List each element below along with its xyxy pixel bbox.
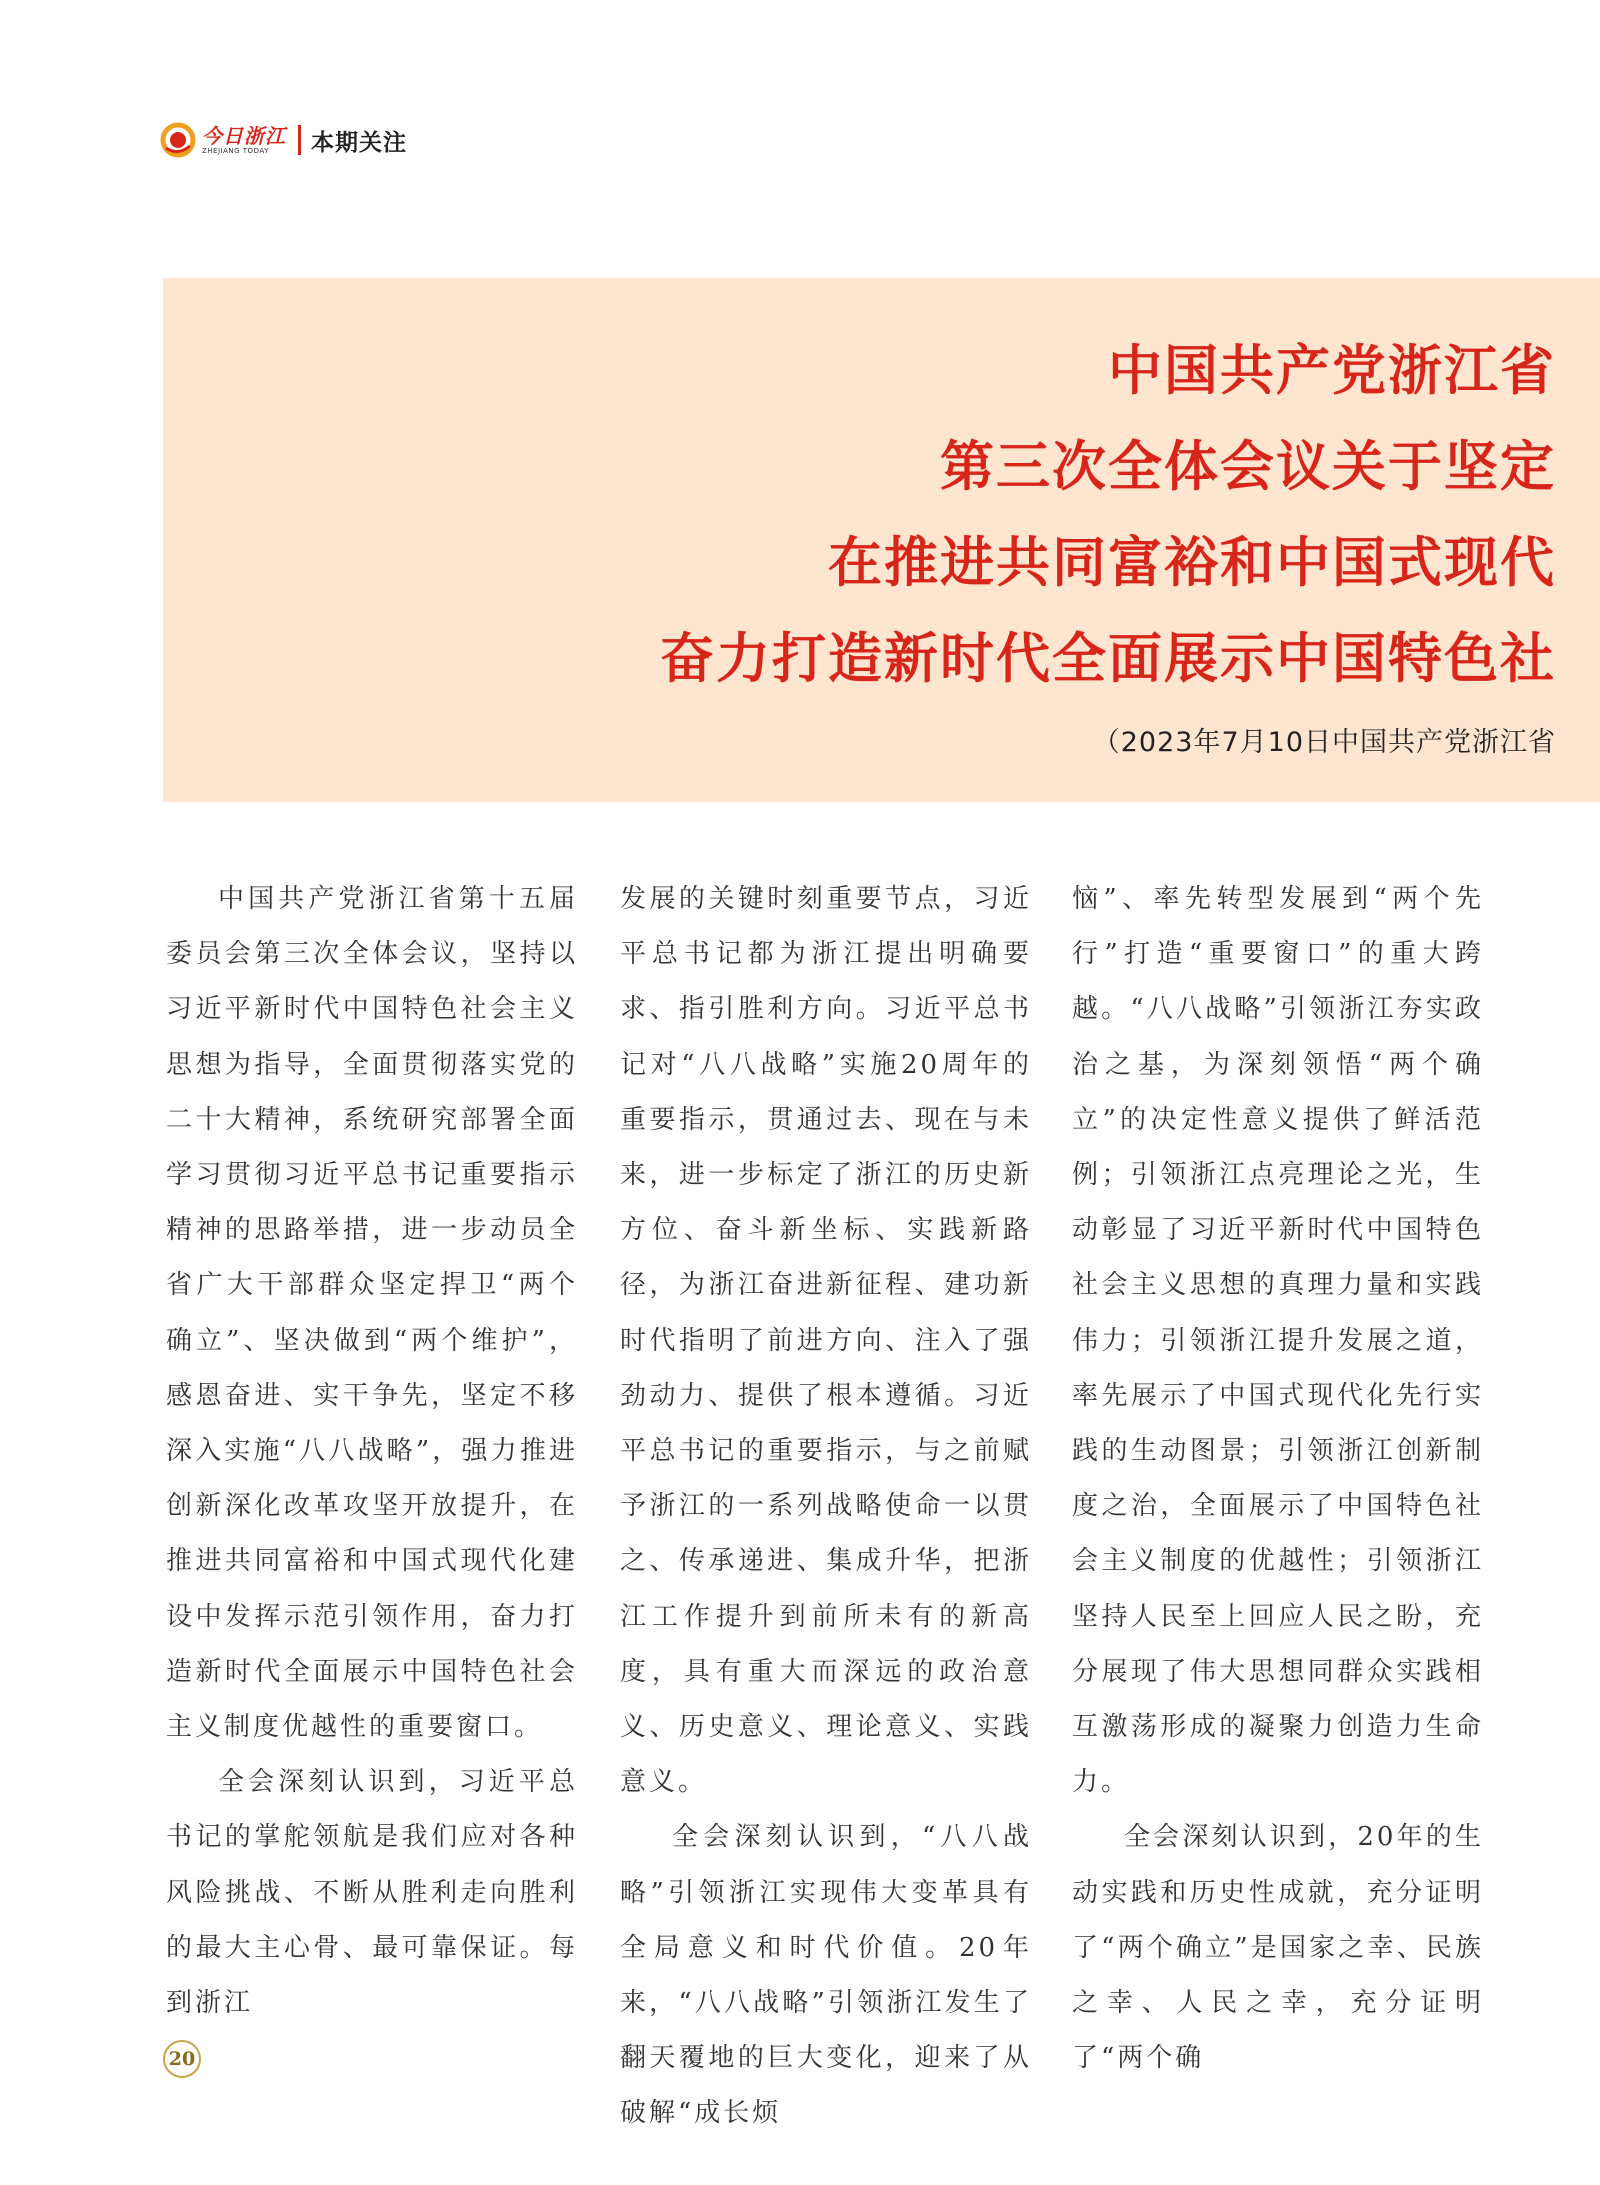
title-line-4: 奋力打造新时代全面展示中国特色社: [660, 626, 1556, 690]
text-column-3: [1072, 872, 1484, 2086]
title-line-3: 在推进共同富裕和中国式现代: [828, 530, 1556, 594]
section-label: 本期关注: [311, 129, 407, 156]
page-header: [160, 118, 407, 162]
text-column-1: [166, 872, 578, 2031]
sun-logo-icon: [160, 122, 196, 158]
logo-chinese-text: 今日浙江: [202, 123, 286, 148]
paragraph: 全会深刻认识到，习近平总书记的掌舵领航是我们应对各种风险挑战、不断从胜利走向胜利的最大主心骨、最可靠保证。每到浙江: [166, 1767, 578, 2019]
paragraph: 全会深刻认识到，20年的生动实践和历史性成就，充分证明了“两个确立”是国家之幸、民族之幸、人民之幸，充分证明了“两个确: [1072, 1822, 1484, 2074]
title-line-1: 中国共产党浙江省: [1108, 338, 1556, 402]
article-subtitle: （2023年7月10日中国共产党浙江省: [1092, 727, 1556, 758]
article-title: [660, 322, 1556, 706]
article-body: [0, 872, 1600, 2129]
header-divider: [298, 125, 301, 155]
paragraph: 全会深刻认识到，“八八战略”引领浙江实现伟大变革具有全局意义和时代价值。20年来，“八八战略”引领浙江发生了翻天覆地的巨大变化，迎来了从破解“成长烦: [620, 1822, 1032, 2129]
title-banner: [163, 278, 1600, 802]
page-number: 20: [163, 2040, 201, 2078]
paragraph: 中国共产党浙江省第十五届委员会第三次全体会议，坚持以习近平新时代中国特色社会主义思想为指导，全面贯彻落实党的二十大精神，系统研究部署全面学习贯彻习近平总书记重要指示精神的思路举措，进一步动员全省广大干部群众坚定捍卫“两个确立”、坚决做到“两个维护”，感恩奋进、实干争先，坚定不移深入实施“八八战略”，强力推进创新深化改革攻坚开放提升，在推进共同富裕和中国式现代化建设中发挥示范引领作用，奋力打造新时代全面展示中国特色社会主义制度优越性的重要窗口。: [166, 884, 578, 1743]
title-line-2: 第三次全体会议关于坚定: [940, 434, 1556, 498]
magazine-logo: [160, 122, 286, 158]
logo-english-text: ZHEJIANG TODAY: [202, 146, 269, 155]
text-column-2: [620, 872, 1032, 2142]
paragraph: 恼”、率先转型发展到“两个先行”打造“重要窗口”的重大跨越。“八八战略”引领浙江夯实政治之基，为深刻领悟“两个确立”的决定性意义提供了鲜活范例；引领浙江点亮理论之光，生动彰显了习近平新时代中国特色社会主义思想的真理力量和实践伟力；引领浙江提升发展之道，率先展示了中国式现代化先行实践的生动图景；引领浙江创新制度之治，全面展示了中国特色社会主义制度的优越性；引领浙江坚持人民至上回应人民之盼，充分展现了伟大思想同群众实践相互激荡形成的凝聚力创造力生命力。: [1072, 884, 1484, 1798]
paragraph: 发展的关键时刻重要节点，习近平总书记都为浙江提出明确要求、指引胜利方向。习近平总书记对“八八战略”实施20周年的重要指示，贯通过去、现在与未来，进一步标定了浙江的历史新方位、奋斗新坐标、实践新路径，为浙江奋进新征程、建功新时代指明了前进方向、注入了强劲动力、提供了根本遵循。习近平总书记的重要指示，与之前赋予浙江的一系列战略使命一以贯之、传承递进、集成升华，把浙江工作提升到前所未有的新高度，具有重大而深远的政治意义、历史意义、理论意义、实践意义。: [620, 884, 1032, 1798]
